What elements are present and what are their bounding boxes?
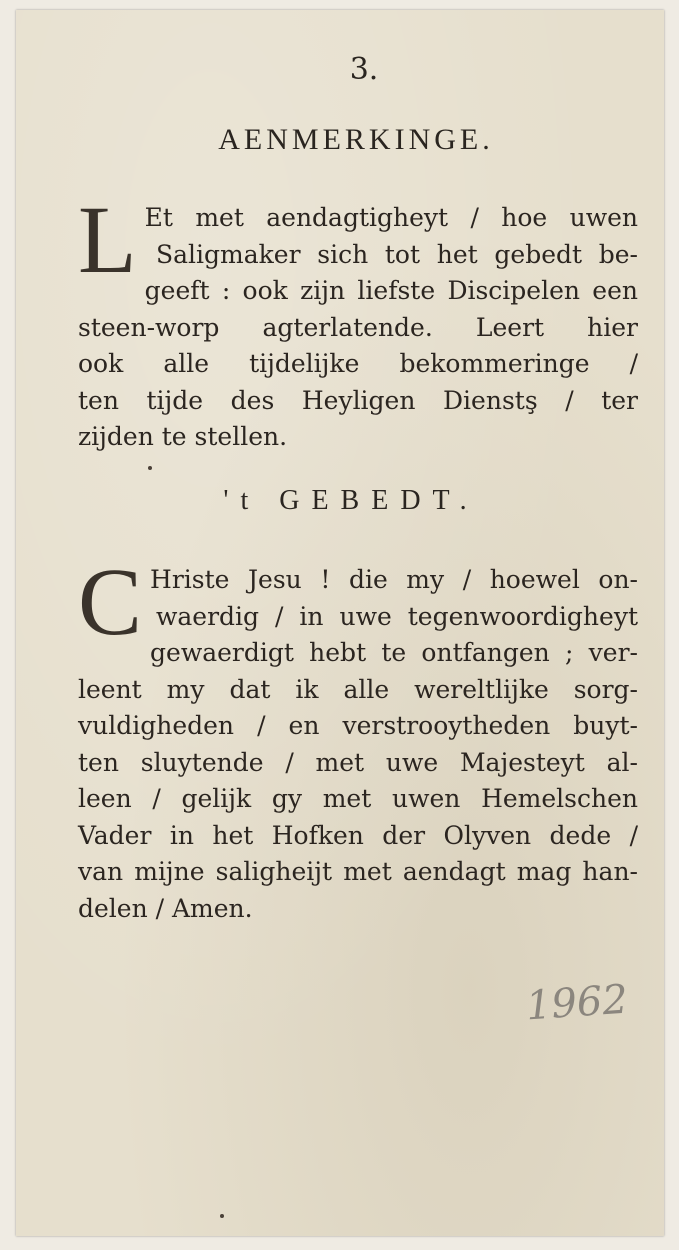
- text-line: geeft : ook zijn liefste Discipelen een: [144, 276, 638, 305]
- text-line: ten tijde des Heyligen Dienstş / ter: [78, 385, 638, 415]
- prayer-paragraph: [78, 548, 638, 927]
- text-line: van mijne saligheijt met aendagt mag han-: [78, 857, 638, 886]
- text-line: steen-worp agterlatende. Leert hier: [78, 312, 638, 342]
- text-line: gewaerdigt hebt te ontfangen ; ver-: [150, 638, 638, 667]
- drop-cap: C: [78, 548, 143, 655]
- ink-speck: [148, 466, 152, 470]
- text-line: waerdig / in uwe tegenwoordigheyt: [156, 601, 638, 631]
- prayer-heading: 't GEBEDT.: [223, 485, 479, 516]
- text-line: Hriste Jesu ! die my / hoewel on-: [150, 565, 638, 594]
- text-line: vuldigheden / en verstrooytheden buyt-: [78, 711, 638, 740]
- text-line: Et met aendagtigheyt / hoe uwen: [144, 203, 638, 232]
- text-line: Vader in het Hofken der Olyven dede /: [78, 820, 638, 850]
- document-page: [16, 10, 664, 1236]
- text-line: Saligmaker sich tot het gebedt be-: [156, 239, 638, 269]
- text-line: zijden te stellen.: [78, 422, 288, 451]
- text-line: ten sluytende / met uwe Majesteyt al-: [78, 747, 638, 777]
- observation-paragraph: [78, 186, 638, 456]
- text-line: delen / Amen.: [78, 893, 253, 923]
- text-line: leent my dat ik alle wereltlijke sorg-: [78, 674, 638, 704]
- text-line: leen / gelijk gy met uwen Hemelschen: [78, 784, 638, 813]
- page-number: 3.: [349, 52, 379, 87]
- handwritten-annotation: 1962: [524, 976, 630, 1030]
- section-heading: AENMERKINGE.: [218, 123, 494, 156]
- ink-speck: [220, 1214, 224, 1218]
- text-line: ook alle tijdelijke bekommeringe /: [78, 349, 638, 378]
- drop-cap: L: [78, 186, 137, 293]
